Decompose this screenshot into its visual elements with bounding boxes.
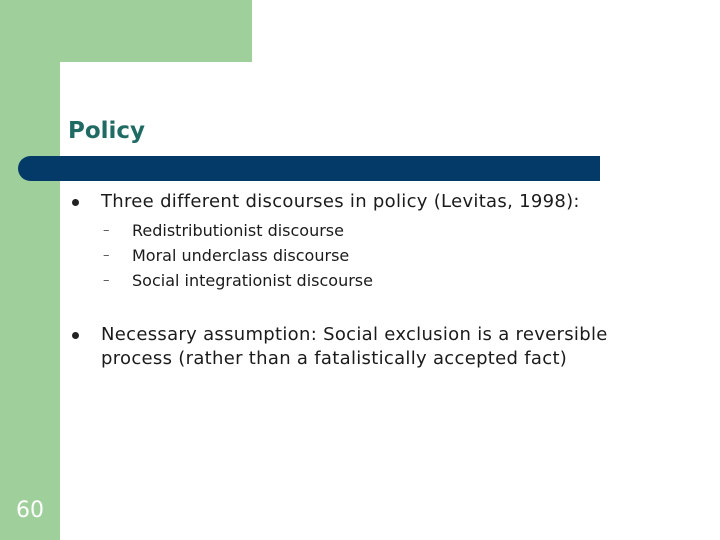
dash-icon: – bbox=[103, 248, 110, 263]
page-number: 60 bbox=[16, 498, 44, 523]
sub-bullet-text: Social integrationist discourse bbox=[132, 271, 373, 290]
slide-title: Policy bbox=[68, 118, 146, 144]
title-underline-bar bbox=[18, 156, 600, 181]
bullet-text: Necessary assumption: Social exclusion is a reversible process (rather than a fatalistically accepted fact) bbox=[101, 324, 608, 369]
top-accent-bar bbox=[0, 0, 252, 62]
sub-bullet-text: Moral underclass discourse bbox=[132, 246, 350, 265]
left-accent-bar bbox=[0, 0, 60, 540]
bullet-dot-icon bbox=[72, 332, 79, 339]
bullet-text: Three different discourses in policy (Levitas, 1998): bbox=[101, 191, 580, 212]
bullet-dot-icon bbox=[72, 199, 79, 206]
sub-bullet-text: Redistributionist discourse bbox=[132, 221, 344, 240]
dash-icon: – bbox=[103, 223, 110, 238]
dash-icon: – bbox=[103, 273, 110, 288]
